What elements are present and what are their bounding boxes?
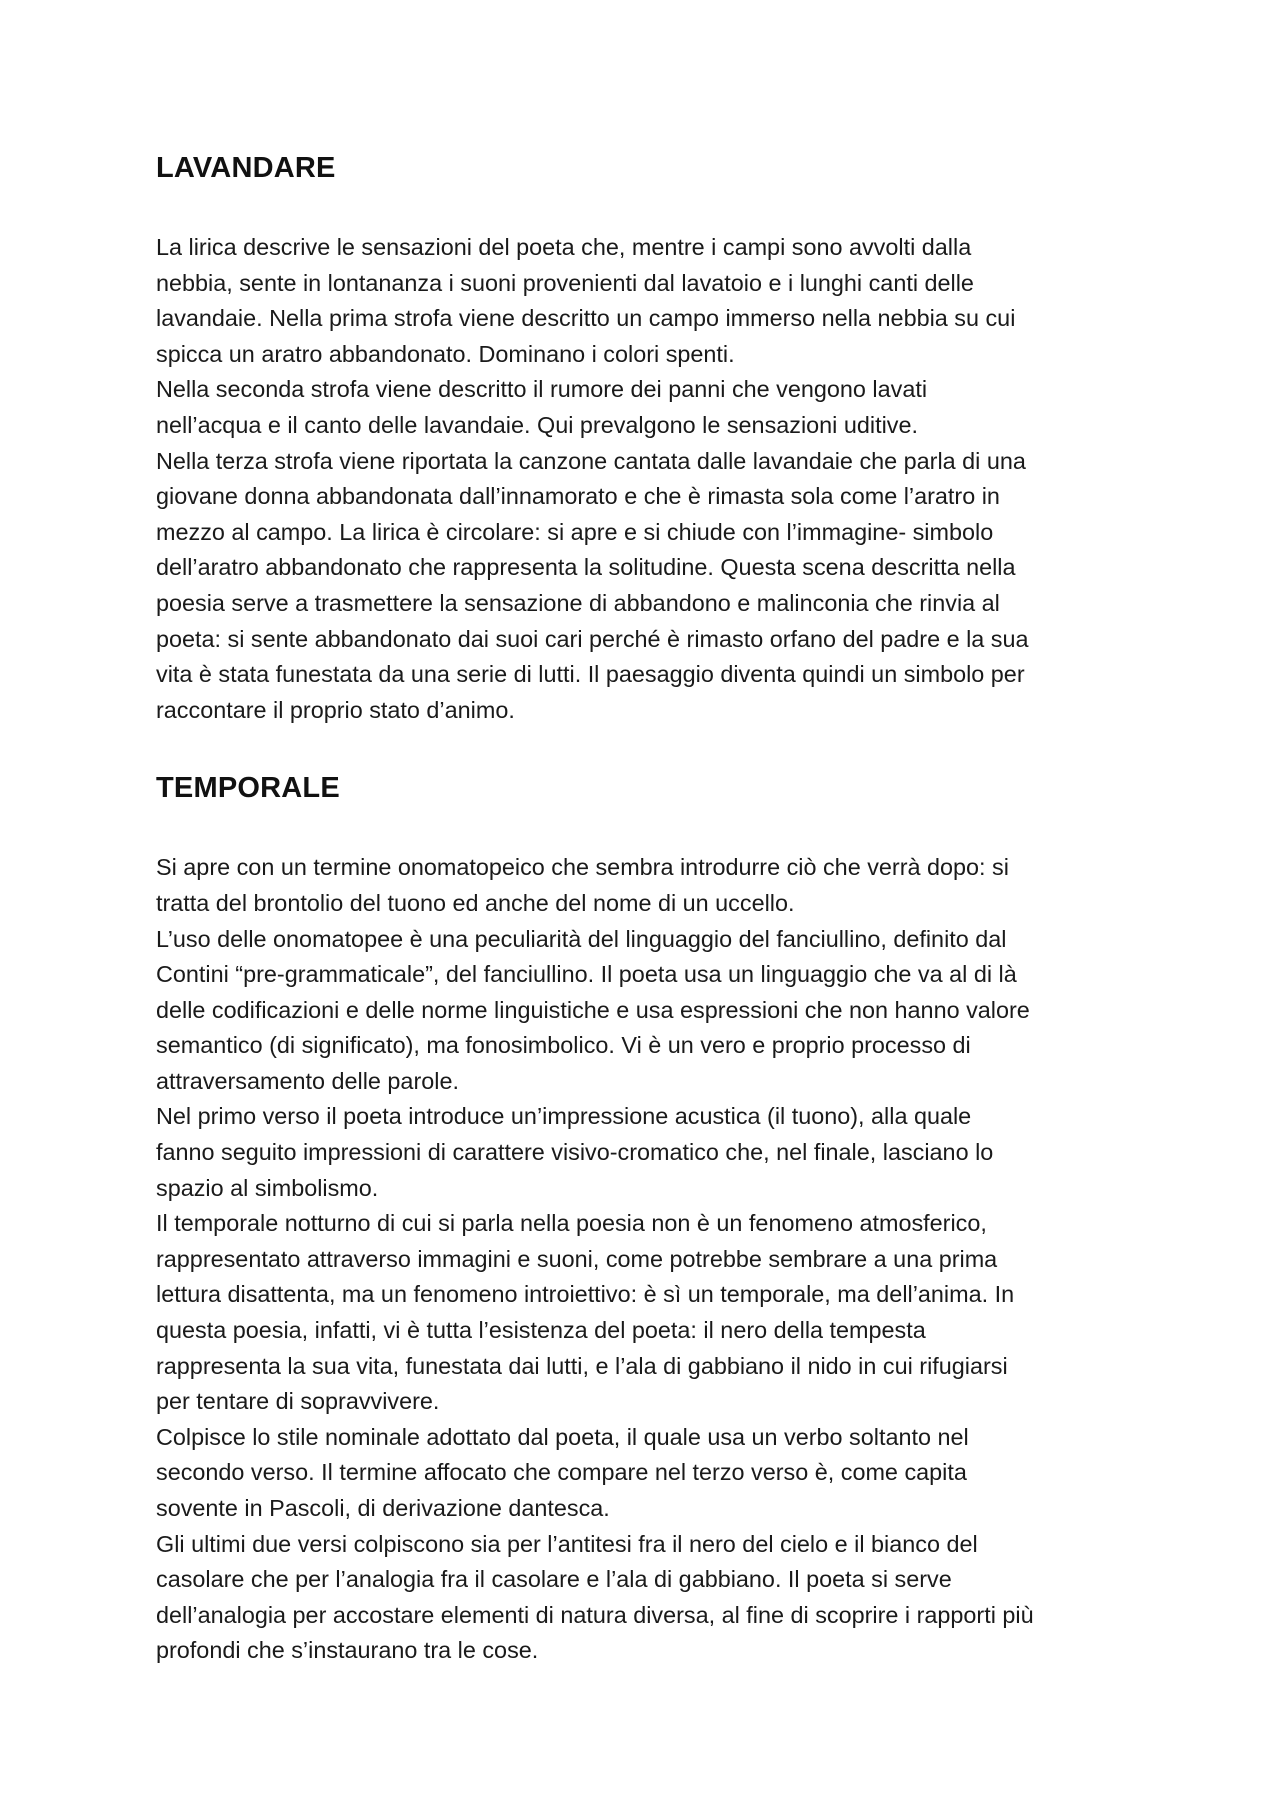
text-line: spazio al simbolismo.	[156, 1174, 379, 1201]
text-line: secondo verso. Il termine affocato che compare nel terzo verso è, come capita	[156, 1459, 967, 1486]
text-line: nebbia, sente in lontananza i suoni provenienti dal lavatoio e i lunghi canti delle	[156, 269, 974, 296]
text-line: fanno seguito impressioni di carattere visivo-cromatico che, nel finale, lasciano lo	[156, 1139, 994, 1166]
text-line: dell’aratro abbandonato che rappresenta la solitudine. Questa scena descritta nella	[156, 554, 1016, 581]
text-line: semantico (di significato), ma fonosimbolico. Vi è un vero e proprio processo di	[156, 1032, 971, 1059]
text-line: mezzo al campo. La lirica è circolare: si apre e si chiude con l’immagine- simbolo	[156, 518, 994, 545]
text-line: L’uso delle onomatopee è una peculiarità del linguaggio del fanciullino, definito dal	[156, 925, 1007, 952]
text-line: Nel primo verso il poeta introduce un’impressione acustica (il tuono), alla quale	[156, 1103, 972, 1130]
text-line: Contini “pre-grammaticale”, del fanciullino. Il poeta usa un linguaggio che va al di là	[156, 961, 1017, 988]
text-line: rappresentato attraverso immagini e suoni, come potrebbe sembrare a una prima	[156, 1245, 998, 1272]
section-body	[156, 850, 1166, 1669]
text-line: giovane donna abbandonata dall’innamorato e che è rimasta sola come l’aratro in	[156, 483, 1000, 510]
text-line: Il temporale notturno di cui si parla nella poesia non è un fenomeno atmosferico,	[156, 1210, 987, 1237]
text-line: per tentare di sopravvivere.	[156, 1388, 440, 1415]
section-title: TEMPORALE	[156, 772, 340, 805]
text-line: spicca un aratro abbandonato. Dominano i colori spenti.	[156, 340, 735, 367]
section-body	[156, 230, 1166, 728]
text-line: rappresenta la sua vita, funestata dai lutti, e l’ala di gabbiano il nido in cui rifugiarsi	[156, 1352, 1008, 1379]
text-line: dell’analogia per accostare elementi di natura diversa, al fine di scoprire i rapporti più	[156, 1601, 1034, 1628]
document-page	[156, 148, 1166, 1669]
text-line: vita è stata funestata da una serie di lutti. Il paesaggio diventa quindi un simbolo per	[156, 661, 1025, 688]
section-temporale	[156, 768, 1166, 1669]
text-line: nell’acqua e il canto delle lavandaie. Qui prevalgono le sensazioni uditive.	[156, 411, 918, 438]
section-lavandare	[156, 148, 1166, 728]
text-line: Si apre con un termine onomatopeico che sembra introdurre ciò che verrà dopo: si	[156, 854, 1009, 881]
text-line: La lirica descrive le sensazioni del poeta che, mentre i campi sono avvolti dalla	[156, 234, 972, 260]
text-line: poesia serve a trasmettere la sensazione di abbandono e malinconia che rinvia al	[156, 589, 1000, 616]
text-line: Nella terza strofa viene riportata la canzone cantata dalle lavandaie che parla di una	[156, 447, 1026, 474]
text-line: sovente in Pascoli, di derivazione dantesca.	[156, 1495, 610, 1521]
text-line: Colpisce lo stile nominale adottato dal poeta, il quale usa un verbo soltanto nel	[156, 1423, 969, 1450]
text-line: lettura disattenta, ma un fenomeno introiettivo: è sì un temporale, ma dell’anima. In	[156, 1281, 1015, 1308]
section-title: LAVANDARE	[156, 152, 336, 184]
text-line: lavandaie. Nella prima strofa viene descritto un campo immerso nella nebbia su cui	[156, 305, 1016, 332]
text-line: poeta: si sente abbandonato dai suoi cari perché è rimasto orfano del padre e la sua	[156, 625, 1029, 652]
text-line: attraversamento delle parole.	[156, 1067, 459, 1094]
text-line: raccontare il proprio stato d’animo.	[156, 696, 515, 723]
text-line: Gli ultimi due versi colpiscono sia per l’antitesi fra il nero del cielo e il bianco del	[156, 1530, 978, 1557]
text-line: questa poesia, infatti, vi è tutta l’esistenza del poeta: il nero della tempesta	[156, 1317, 926, 1344]
text-line: casolare che per l’analogia fra il casolare e l’ala di gabbiano. Il poeta si serve	[156, 1566, 952, 1593]
text-line: delle codificazioni e delle norme linguistiche e usa espressioni che non hanno valore	[156, 996, 1030, 1023]
text-line: profondi che s’instaurano tra le cose.	[156, 1637, 539, 1664]
text-line: tratta del brontolio del tuono ed anche del nome di un uccello.	[156, 889, 795, 916]
text-line: Nella seconda strofa viene descritto il rumore dei panni che vengono lavati	[156, 376, 928, 403]
